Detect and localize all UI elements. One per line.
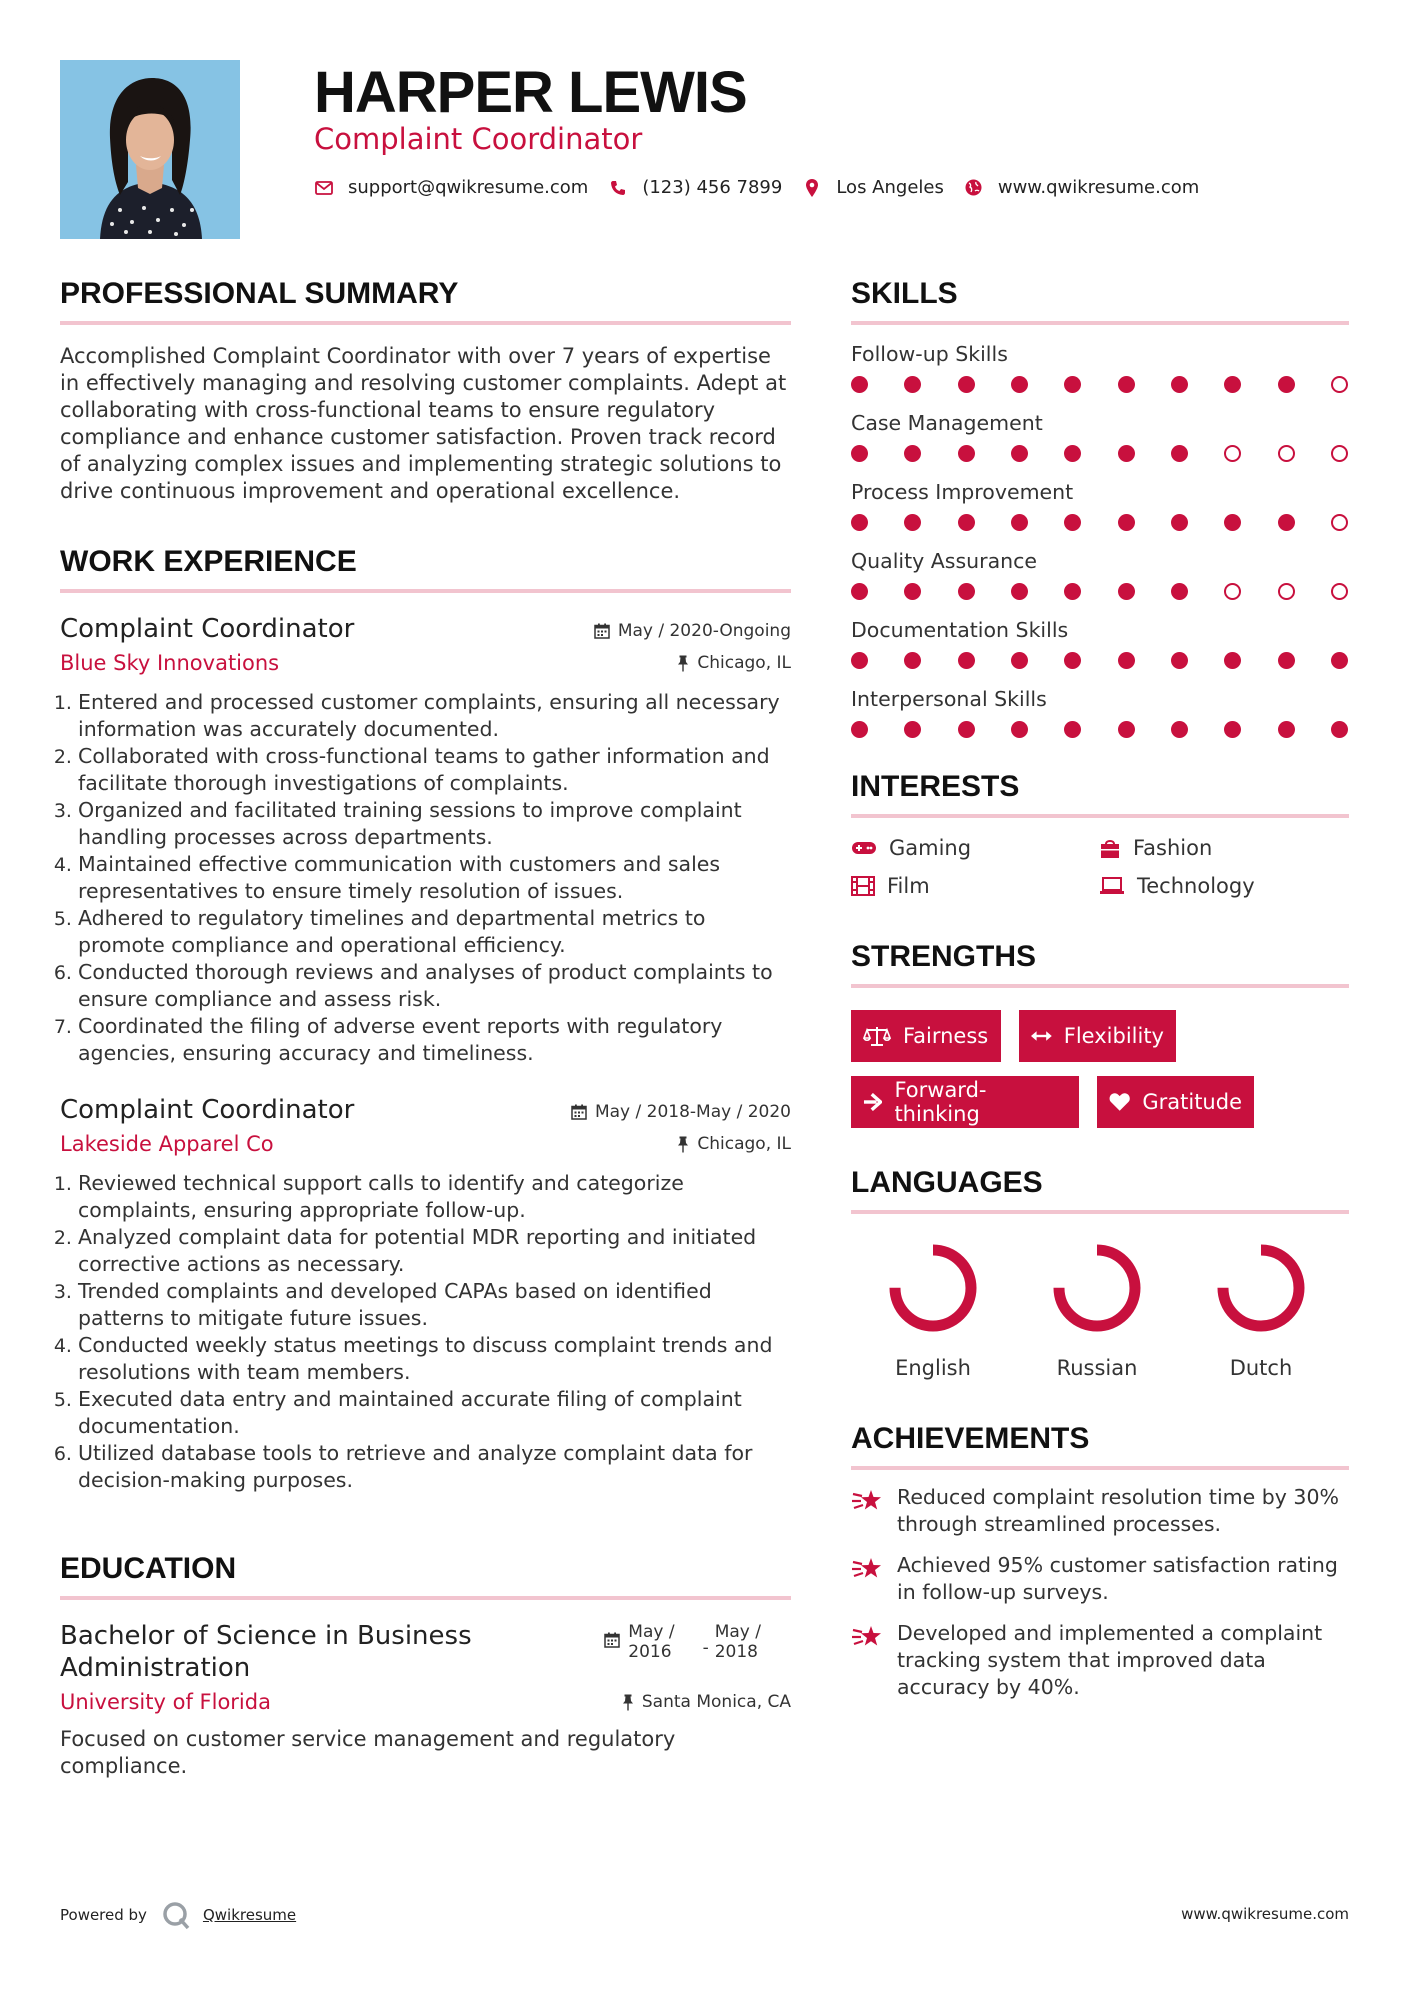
language-name: English xyxy=(895,1356,971,1380)
list-item: 4. Conducted weekly status meetings to discuss complaint trends and resolutions with team members. xyxy=(78,1332,791,1386)
rating-dot-filled xyxy=(958,583,975,600)
rating-dot-filled xyxy=(1171,376,1188,393)
rating-dot-filled xyxy=(1118,445,1135,462)
arrow-right-icon xyxy=(863,1093,882,1111)
language-level-arc xyxy=(1223,1250,1299,1326)
interest-item xyxy=(851,836,1099,860)
calendar-icon xyxy=(604,1632,620,1648)
skill-name: Case Management xyxy=(851,411,1043,435)
rating-dot-filled xyxy=(851,652,868,669)
language-item xyxy=(851,1238,1015,1380)
education-heading: EDUCATION xyxy=(60,1552,237,1585)
job-title: Complaint Coordinator xyxy=(60,1095,355,1125)
achievement-item xyxy=(851,1552,1349,1606)
contact-bar xyxy=(314,177,1219,198)
strength-badge xyxy=(851,1076,1079,1128)
job-bullets xyxy=(60,1170,791,1494)
strength-label: Flexibility xyxy=(1063,1024,1164,1048)
experience-section xyxy=(60,543,791,1494)
contact-email[interactable]: support@qwikresume.com xyxy=(348,177,589,198)
rating-dot-filled xyxy=(1118,583,1135,600)
rating-dot-filled xyxy=(1064,376,1081,393)
rating-dot-filled xyxy=(1331,721,1348,738)
strength-badge xyxy=(1097,1076,1254,1128)
candidate-title: Complaint Coordinator xyxy=(314,122,643,156)
achievement-text: Reduced complaint resolution time by 30% through streamlined processes. xyxy=(897,1485,1339,1536)
summary-section xyxy=(60,275,791,505)
languages-heading: LANGUAGES xyxy=(851,1166,1043,1199)
skill-name: Interpersonal Skills xyxy=(851,687,1047,711)
interest-label: Gaming xyxy=(889,836,972,860)
skills-list xyxy=(851,341,1349,738)
rating-dot-empty xyxy=(1331,445,1348,462)
rating-dot-filled xyxy=(1118,652,1135,669)
date-end-month: May / xyxy=(714,1622,761,1642)
job-dates-text: May / 2018-May / 2020 xyxy=(594,1102,791,1122)
contact-phone[interactable]: (123) 456 7899 xyxy=(642,177,783,198)
language-level-arc xyxy=(895,1250,971,1326)
language-name: Dutch xyxy=(1229,1356,1293,1380)
rating-dot-filled xyxy=(958,514,975,531)
qwikresume-logo-icon xyxy=(161,1900,191,1930)
degree-line: Administration xyxy=(60,1653,251,1683)
skill-rating xyxy=(851,514,1349,531)
rating-dot-filled xyxy=(1064,445,1081,462)
section-divider xyxy=(851,321,1349,325)
rating-dot-filled xyxy=(1011,583,1028,600)
education-location-text: Santa Monica, CA xyxy=(641,1692,791,1712)
education-description: Focused on customer service management and regulatory compliance. xyxy=(60,1727,676,1778)
interest-item xyxy=(851,874,1099,898)
rating-dot-filled xyxy=(1171,583,1188,600)
interest-label: Fashion xyxy=(1133,836,1213,860)
strengths-heading: STRENGTHS xyxy=(851,940,1037,973)
calendar-icon xyxy=(571,1104,587,1120)
rating-dot-filled xyxy=(958,652,975,669)
rating-dot-filled xyxy=(1224,514,1241,531)
language-level-arc xyxy=(1059,1250,1135,1326)
rating-dot-filled xyxy=(1064,583,1081,600)
strength-badge xyxy=(1019,1010,1176,1062)
list-item: 6. Conducted thorough reviews and analyses of product complaints to ensure compliance and assess risk. xyxy=(78,959,791,1013)
pushpin-icon xyxy=(677,1136,689,1153)
shooting-star-icon xyxy=(851,1622,885,1701)
rating-dot-empty xyxy=(1224,583,1241,600)
rating-dot-filled xyxy=(904,583,921,600)
rating-dot-empty xyxy=(1224,445,1241,462)
skills-heading: SKILLS xyxy=(851,277,958,310)
list-item: 2. Analyzed complaint data for potential MDR reporting and initiated corrective actions as necessary. xyxy=(78,1224,791,1278)
job-dates-text: May / 2020-Ongoing xyxy=(617,621,791,641)
contact-location: Los Angeles xyxy=(836,177,944,198)
rating-dot-filled xyxy=(1278,721,1295,738)
interest-label: Film xyxy=(887,874,930,898)
rating-dot-filled xyxy=(1064,514,1081,531)
language-level-ring xyxy=(1211,1238,1311,1338)
rating-dot-filled xyxy=(1224,652,1241,669)
strengths-list xyxy=(851,1010,1349,1128)
company-name: Lakeside Apparel Co xyxy=(60,1132,274,1156)
skill-name: Process Improvement xyxy=(851,480,1074,504)
calendar-icon xyxy=(594,623,610,639)
rating-dot-filled xyxy=(1171,652,1188,669)
list-item: 4. Maintained effective communication with customers and sales representatives to ensure timely resolution of issues. xyxy=(78,851,791,905)
rating-dot-filled xyxy=(1171,514,1188,531)
rating-dot-filled xyxy=(958,721,975,738)
skill-rating xyxy=(851,445,1349,462)
rating-dot-filled xyxy=(1064,721,1081,738)
date-start-month: May / xyxy=(628,1622,675,1642)
footer-url[interactable]: www.qwikresume.com xyxy=(1181,1905,1349,1923)
section-divider xyxy=(60,589,791,593)
interests-heading: INTERESTS xyxy=(851,770,1020,803)
skill-rating xyxy=(851,721,1349,738)
skill-name: Follow-up Skills xyxy=(851,342,1008,366)
rating-dot-filled xyxy=(851,721,868,738)
pushpin-icon xyxy=(622,1694,634,1711)
rating-dot-filled xyxy=(1331,652,1348,669)
rating-dot-filled xyxy=(904,376,921,393)
skill-name: Quality Assurance xyxy=(851,549,1038,573)
skill-rating xyxy=(851,652,1349,669)
strength-badge xyxy=(851,1010,1001,1062)
interest-item xyxy=(1099,874,1349,898)
shopping-bag-icon xyxy=(1099,837,1121,859)
skill-item xyxy=(851,548,1349,600)
language-item xyxy=(1179,1238,1343,1380)
section-divider xyxy=(851,814,1349,818)
rating-dot-empty xyxy=(1331,583,1348,600)
achievement-text: Achieved 95% customer satisfaction rating in follow-up surveys. xyxy=(897,1553,1338,1604)
rating-dot-filled xyxy=(1011,652,1028,669)
interests-section xyxy=(851,768,1349,898)
envelope-icon xyxy=(314,178,334,198)
rating-dot-filled xyxy=(1118,514,1135,531)
education-location xyxy=(622,1692,791,1712)
summary-heading: PROFESSIONAL SUMMARY xyxy=(60,277,459,310)
achievements-heading: ACHIEVEMENTS xyxy=(851,1422,1090,1455)
rating-dot-filled xyxy=(851,583,868,600)
job-entry xyxy=(60,613,791,1067)
rating-dot-filled xyxy=(904,514,921,531)
left-column xyxy=(60,275,791,1780)
degree-title xyxy=(60,1620,472,1684)
contact-website[interactable]: www.qwikresume.com xyxy=(997,177,1200,198)
rating-dot-filled xyxy=(1011,376,1028,393)
rating-dot-filled xyxy=(904,721,921,738)
rating-dot-filled xyxy=(904,652,921,669)
rating-dot-filled xyxy=(1224,376,1241,393)
skill-rating xyxy=(851,583,1349,600)
balance-scale-icon xyxy=(863,1025,891,1047)
rating-dot-filled xyxy=(958,445,975,462)
date-start-year: 2016 xyxy=(628,1642,672,1662)
rating-dot-filled xyxy=(851,376,868,393)
rating-dot-filled xyxy=(904,445,921,462)
footer-powered-by xyxy=(60,1900,296,1930)
summary-text: Accomplished Complaint Coordinator with over 7 years of expertise in effectively managing and resolving customer complaints. Adept at collaborating with cross-functional teams to ensure regulatory compliance and enhance customer satisfaction. Proven track record of analyzing complex issues and implementing strategic solutions to drive continuous improvement and operational excellence. xyxy=(60,344,787,503)
shooting-star-icon xyxy=(851,1486,885,1538)
skill-rating xyxy=(851,376,1349,393)
skill-item xyxy=(851,341,1349,393)
rating-dot-filled xyxy=(1278,376,1295,393)
pushpin-icon xyxy=(677,655,689,672)
job-dates xyxy=(594,621,791,641)
school-name: University of Florida xyxy=(60,1690,271,1714)
laptop-icon xyxy=(1099,877,1125,895)
phone-icon xyxy=(608,178,628,198)
list-item: 1. Entered and processed customer complaints, ensuring all necessary information was accurately documented. xyxy=(78,689,791,743)
rating-dot-filled xyxy=(1224,721,1241,738)
date-separator: - xyxy=(702,1638,709,1658)
skill-item xyxy=(851,617,1349,669)
rating-dot-filled xyxy=(1171,445,1188,462)
rating-dot-filled xyxy=(1171,721,1188,738)
rating-dot-empty xyxy=(1331,376,1348,393)
job-location xyxy=(677,653,791,673)
degree-line: Bachelor of Science in Business xyxy=(60,1621,472,1651)
company-name: Blue Sky Innovations xyxy=(60,651,280,675)
section-divider xyxy=(851,984,1349,988)
list-item: 2. Collaborated with cross-functional teams to gather information and facilitate thorough investigations of complaints. xyxy=(78,743,791,797)
job-bullets xyxy=(60,689,791,1067)
rating-dot-filled xyxy=(1011,514,1028,531)
interest-item xyxy=(1099,836,1349,860)
rating-dot-empty xyxy=(1278,583,1295,600)
section-divider xyxy=(60,1596,791,1600)
rating-dot-filled xyxy=(1278,652,1295,669)
section-divider xyxy=(60,321,791,325)
strengths-section xyxy=(851,938,1349,1128)
job-location-text: Chicago, IL xyxy=(697,1134,791,1154)
language-name: Russian xyxy=(1056,1356,1138,1380)
list-item: 3. Trended complaints and developed CAPAs based on identified patterns to mitigate future issues. xyxy=(78,1278,791,1332)
shooting-star-icon xyxy=(851,1554,885,1606)
list-item: 6. Utilized database tools to retrieve and analyze complaint data for decision-making purposes. xyxy=(78,1440,791,1494)
section-divider xyxy=(851,1210,1349,1214)
list-item: 5. Executed data entry and maintained accurate filing of complaint documentation. xyxy=(78,1386,791,1440)
rating-dot-filled xyxy=(1011,721,1028,738)
date-end-year: 2018 xyxy=(714,1642,758,1662)
job-dates xyxy=(571,1102,791,1122)
job-entry xyxy=(60,1094,791,1494)
rating-dot-filled xyxy=(1118,376,1135,393)
rating-dot-filled xyxy=(1118,721,1135,738)
film-icon xyxy=(851,876,875,896)
strength-label: Gratitude xyxy=(1142,1090,1242,1114)
skill-item xyxy=(851,686,1349,738)
language-item xyxy=(1015,1238,1179,1380)
skill-item xyxy=(851,479,1349,531)
interests-list xyxy=(851,836,1349,898)
job-location xyxy=(677,1134,791,1154)
achievement-item xyxy=(851,1484,1349,1538)
language-level-ring xyxy=(883,1238,983,1338)
languages-section xyxy=(851,1164,1349,1380)
achievement-item xyxy=(851,1620,1349,1701)
skill-item xyxy=(851,410,1349,462)
powered-by-label: Powered by xyxy=(60,1906,147,1924)
section-divider xyxy=(851,1466,1349,1470)
skills-section xyxy=(851,275,1349,738)
right-column xyxy=(851,275,1349,1701)
rating-dot-filled xyxy=(1278,514,1295,531)
experience-heading: WORK EXPERIENCE xyxy=(60,545,357,578)
education-section xyxy=(60,1550,791,1780)
arrows-horizontal-icon xyxy=(1031,1029,1052,1043)
rating-dot-filled xyxy=(1011,445,1028,462)
rating-dot-filled xyxy=(958,376,975,393)
strength-label: Forward-thinking xyxy=(894,1078,987,1126)
rating-dot-filled xyxy=(1064,652,1081,669)
list-item: 3. Organized and facilitated training sessions to improve complaint handling processes across departments. xyxy=(78,797,791,851)
map-marker-icon xyxy=(802,178,822,198)
list-item: 1. Reviewed technical support calls to identify and categorize complaints, ensuring appropriate follow-up. xyxy=(78,1170,791,1224)
brand-link[interactable]: Qwikresume xyxy=(202,1906,297,1924)
rating-dot-empty xyxy=(1278,445,1295,462)
strength-label: Fairness xyxy=(903,1024,989,1048)
interest-label: Technology xyxy=(1137,874,1255,898)
rating-dot-empty xyxy=(1331,514,1348,531)
globe-icon xyxy=(964,178,984,198)
gamepad-icon xyxy=(851,840,877,856)
heart-icon xyxy=(1109,1092,1130,1112)
rating-dot-filled xyxy=(851,514,868,531)
achievements-list xyxy=(851,1484,1349,1701)
profile-photo xyxy=(60,60,240,239)
skill-name: Documentation Skills xyxy=(851,618,1069,642)
education-dates xyxy=(604,1622,761,1662)
list-item: 7. Coordinated the filing of adverse event reports with regulatory agencies, ensuring accuracy and timeliness. xyxy=(78,1013,791,1067)
rating-dot-filled xyxy=(851,445,868,462)
language-level-ring xyxy=(1047,1238,1147,1338)
job-title: Complaint Coordinator xyxy=(60,614,355,644)
job-location-text: Chicago, IL xyxy=(697,653,791,673)
languages-list xyxy=(851,1238,1349,1380)
achievements-section xyxy=(851,1420,1349,1701)
candidate-name: HARPER LEWIS xyxy=(314,60,747,125)
list-item: 5. Adhered to regulatory timelines and departmental metrics to promote compliance and operational efficiency. xyxy=(78,905,791,959)
achievement-text: Developed and implemented a complaint tracking system that improved data accuracy by 40%. xyxy=(897,1621,1323,1699)
